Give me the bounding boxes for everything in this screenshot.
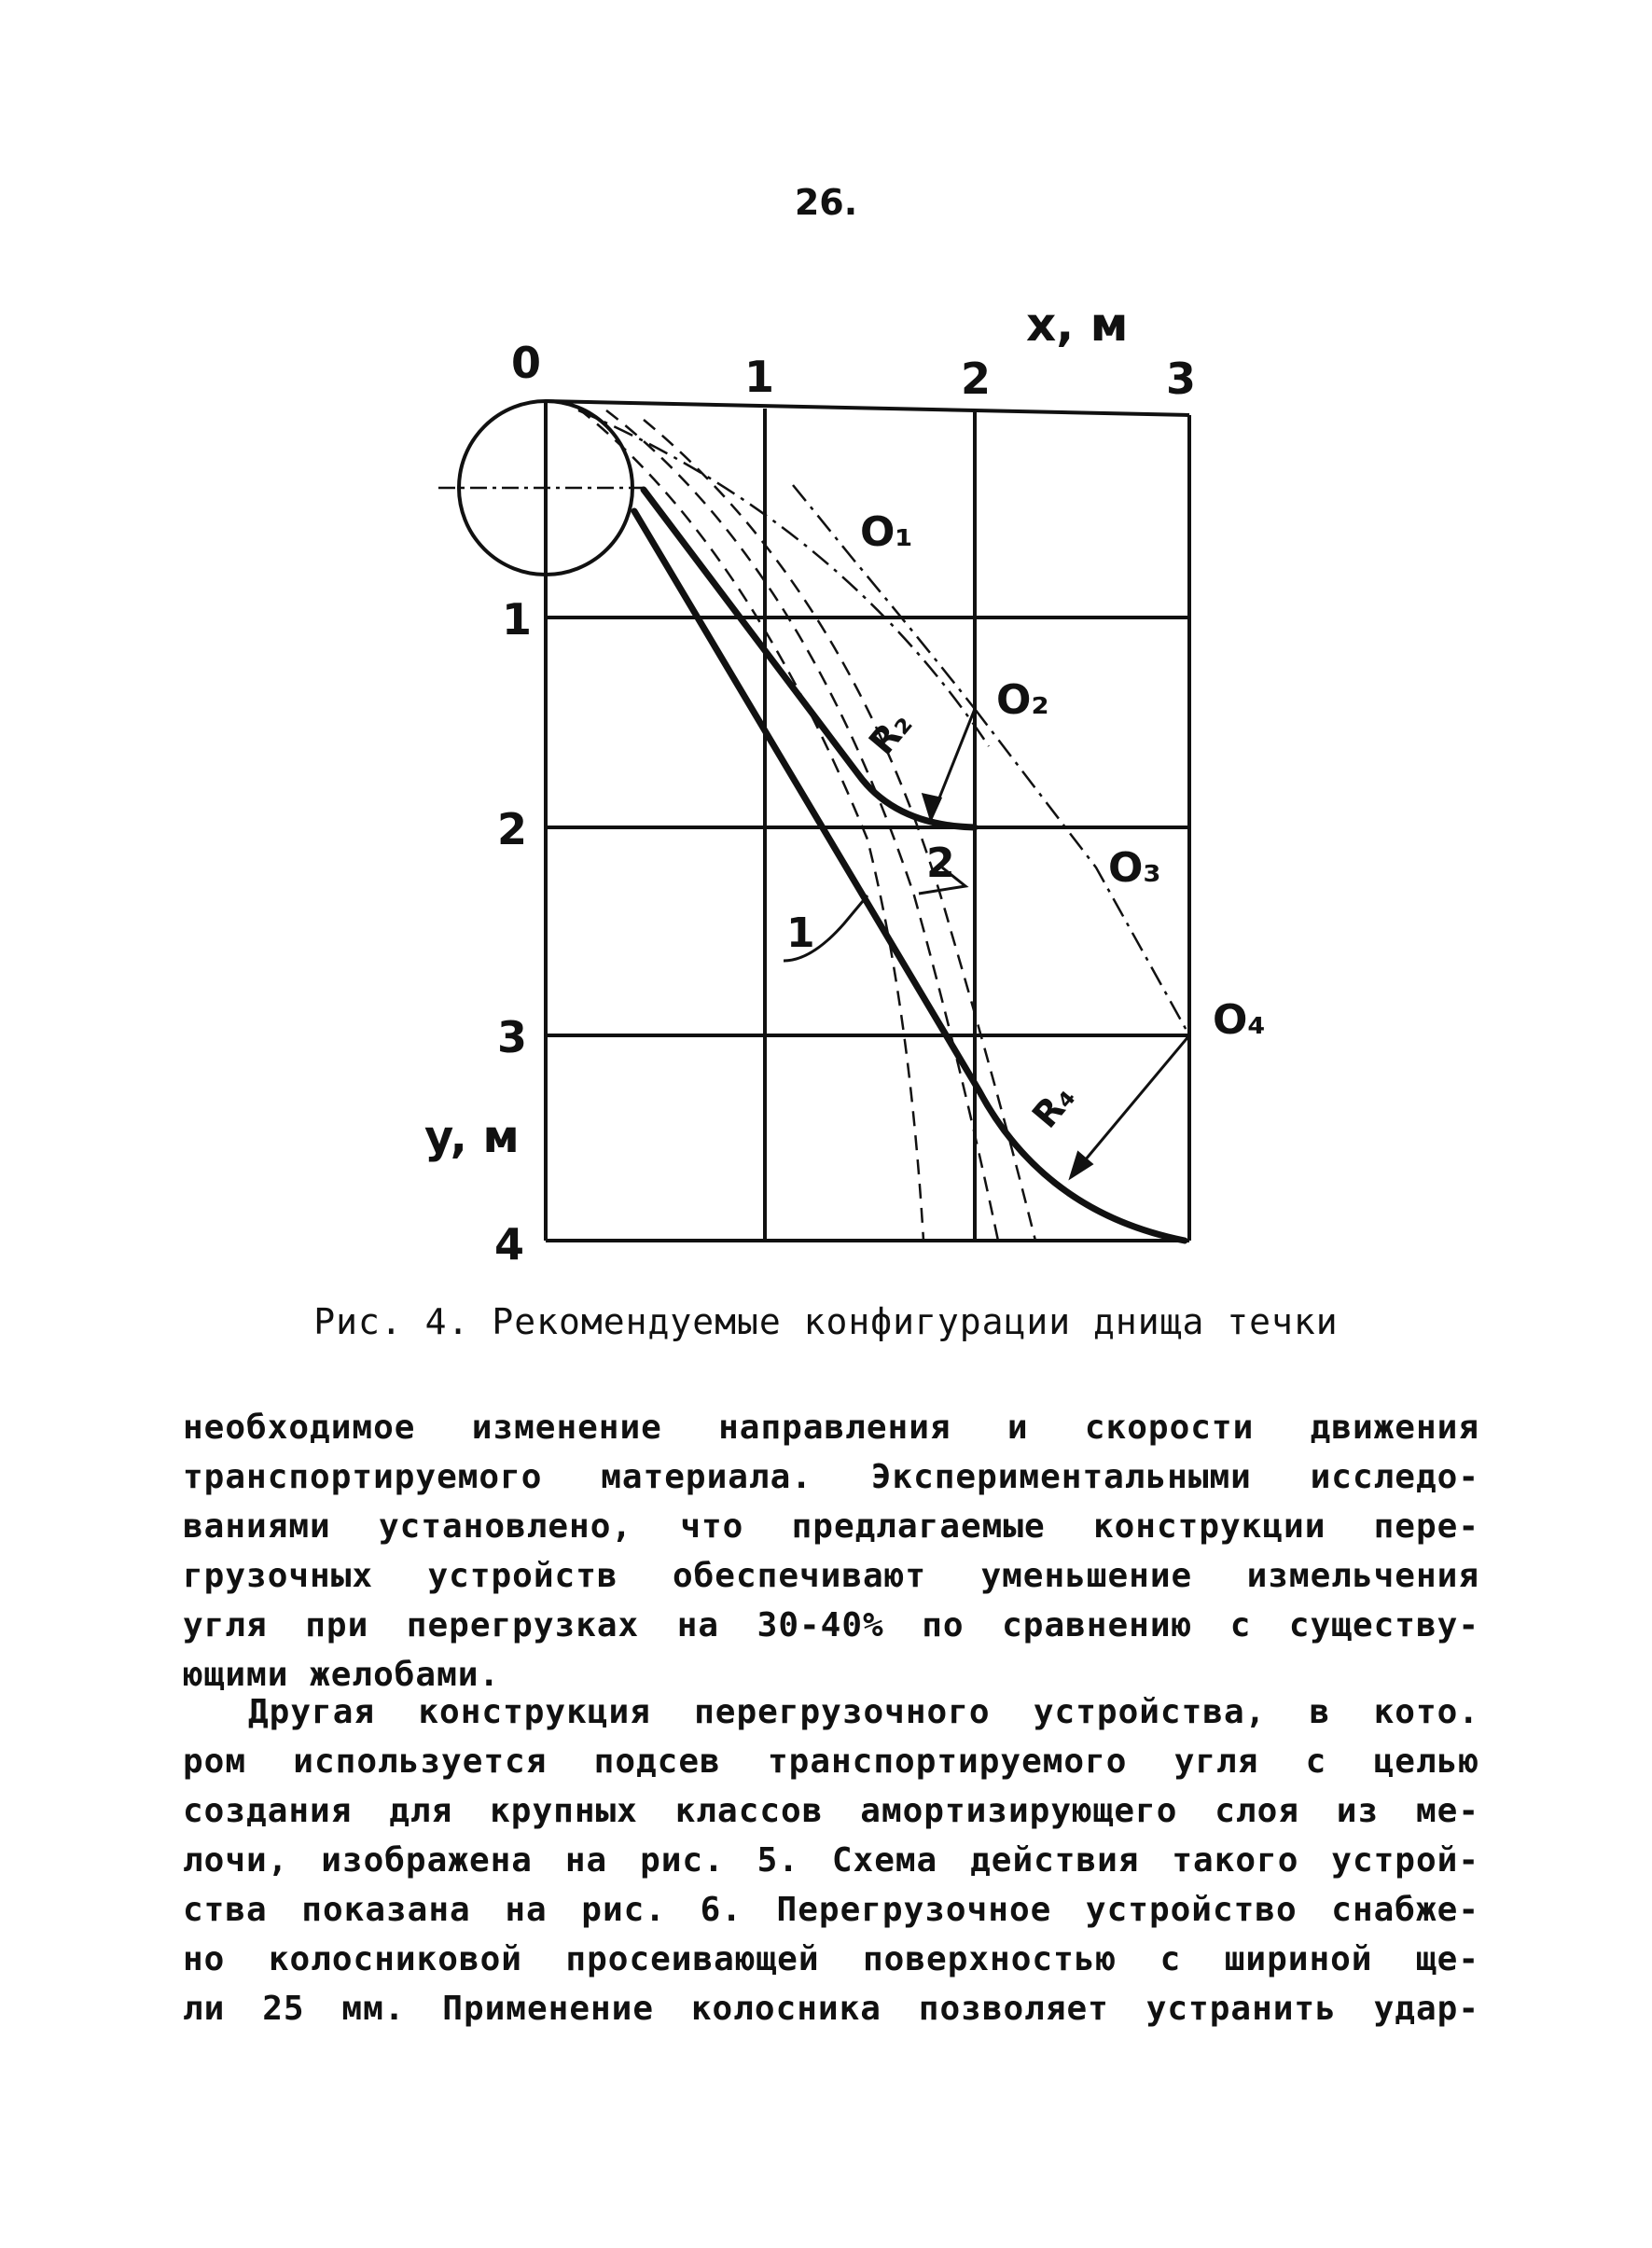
text-line: лочи, изображена на рис. 5. Схема действия такого устрой- xyxy=(183,1841,1479,1880)
y-tick-4: 4 xyxy=(494,1219,525,1270)
text-line: ром используется подсев транспортируемого угля с целью xyxy=(183,1742,1479,1781)
curve-1 xyxy=(634,511,1185,1241)
y-tick-2: 2 xyxy=(497,804,528,854)
paragraph-2 xyxy=(183,1693,1479,2039)
label-curve-1: 1 xyxy=(786,909,815,957)
radius-r4 xyxy=(1071,1035,1189,1177)
text-line: Другая конструкция перегрузочного устройства, в кото. xyxy=(248,1693,1479,1731)
grid-top-line xyxy=(546,401,1189,415)
x-tick-3: 3 xyxy=(1166,354,1197,404)
figure-caption: Рис. 4. Рекомендуемые конфигурации днища течки xyxy=(313,1301,1339,1342)
text-line: ства показана на рис. 6. Перегрузочное устройство снабже- xyxy=(183,1891,1479,1929)
label-curve-2: 2 xyxy=(926,840,955,887)
text-line: но колосниковой просеивающей поверхностью с шириной ще- xyxy=(183,1940,1479,1978)
paragraph-1 xyxy=(183,1408,1479,1705)
text-line: угля при перегрузках на 30-40% по сравнению с существу- xyxy=(183,1606,1479,1644)
x-tick-1: 1 xyxy=(744,352,775,402)
text-line: транспортируемого материала. Экспериментальными исследо- xyxy=(183,1458,1479,1496)
radius-r2-arrow xyxy=(923,795,940,819)
page-number: 26. xyxy=(794,182,858,223)
y-tick-1: 1 xyxy=(502,594,533,645)
locus-arc-outer xyxy=(578,410,989,746)
text-line: грузочных устройств обеспечивают уменьшение измельчения xyxy=(183,1557,1479,1595)
label-o2: O₂ xyxy=(996,676,1049,724)
bottom-curves xyxy=(634,490,1185,1241)
text-line: ли 25 мм. Применение колосника позволяет устранить удар- xyxy=(183,1990,1479,2028)
text-line: создания для крупных классов амортизирующего слоя из ме- xyxy=(183,1792,1479,1830)
text-line: ваниями установлено, что предлагаемые конструкции пере- xyxy=(183,1507,1479,1546)
label-r4: R₄ xyxy=(1023,1076,1084,1136)
text-line: ющими желобами. xyxy=(183,1656,501,1694)
label-r2: R₂ xyxy=(860,703,921,763)
label-o4: O₄ xyxy=(1213,996,1266,1044)
label-o3: O₃ xyxy=(1108,844,1161,892)
y-axis-label: y, м xyxy=(424,1111,520,1163)
x-axis-label: x, м xyxy=(1026,298,1129,352)
x-tick-0: 0 xyxy=(511,338,542,388)
y-tick-3: 3 xyxy=(497,1012,528,1062)
label-o1: O₁ xyxy=(860,508,913,556)
x-tick-2: 2 xyxy=(961,354,992,404)
curve-2 xyxy=(644,490,975,827)
text-line: необходимое изменение направления и скорости движения xyxy=(183,1408,1479,1447)
